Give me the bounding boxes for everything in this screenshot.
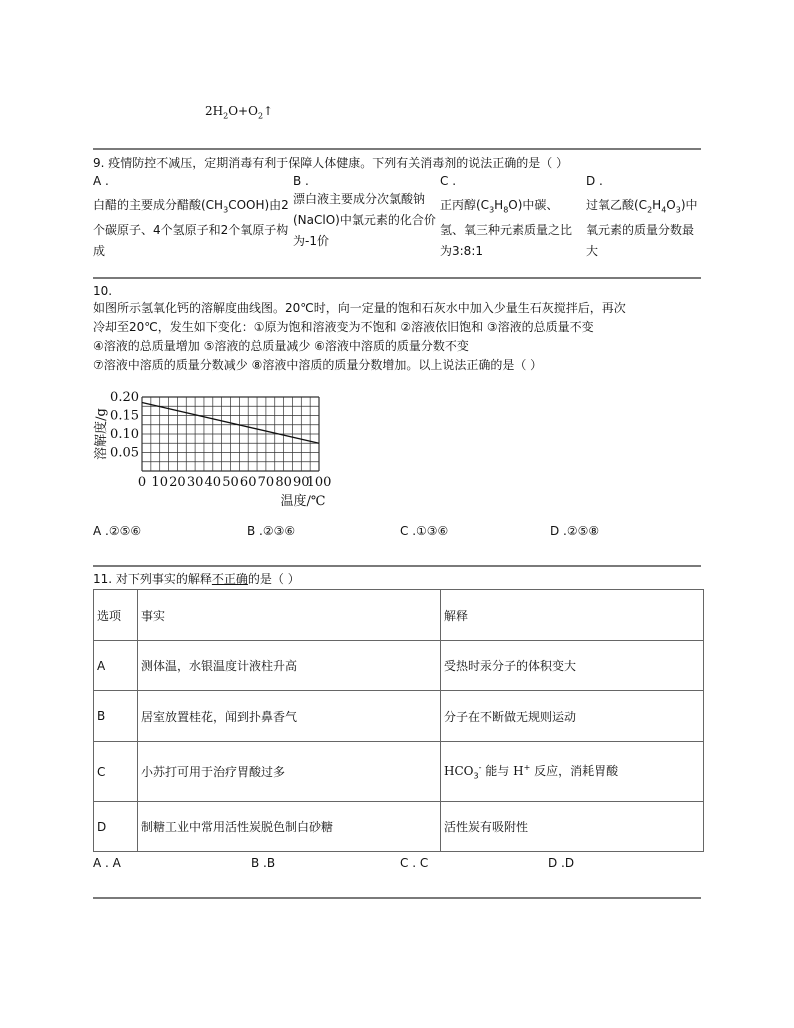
x-tick-label: 100: [306, 475, 332, 490]
q10-number: 10.: [93, 284, 113, 298]
x-tick-label: 90: [293, 475, 310, 490]
table-row: [94, 742, 704, 802]
separator-4: [93, 897, 701, 899]
row-d-option: D: [94, 802, 138, 852]
table-row: [94, 802, 704, 852]
y-tick-label: 0.15: [110, 408, 139, 424]
q10-option-a[interactable]: A .②⑤⑥: [93, 524, 142, 538]
q11-stem: 11. 对下列事实的解释不正确的是（ ）: [93, 572, 300, 586]
q10-option-d[interactable]: D .②⑤⑧: [550, 524, 600, 538]
x-tick-label: 10: [151, 475, 168, 490]
x-tick-label: 30: [186, 475, 204, 490]
row-a-explain: 受热时汞分子的体积变大: [441, 641, 704, 691]
table-header-explain: 解释: [441, 590, 704, 641]
q9-option-c-text: 正丙醇$(C_3H_8O)$中碳、氢、氧三种元素质量之比为3:8:1: [440, 198, 573, 259]
q9-option-a-label[interactable]: A .: [93, 174, 109, 188]
x-tick-label: 80: [275, 475, 292, 490]
y-tick-label: 0.20: [110, 390, 139, 405]
table-row: [94, 691, 704, 742]
row-c-fact: 小苏打可用于治疗胃酸过多: [138, 742, 441, 802]
q10-stem-line-3: ④溶液的总质量增加 ⑤溶液的总质量减少 ⑥溶液中溶质的质量分数不变: [93, 339, 469, 353]
row-c-option: C: [94, 742, 138, 802]
q9-option-c-label[interactable]: C .: [440, 174, 457, 188]
table-header-fact: 事实: [138, 590, 441, 641]
q9-option-a-text: 白醋的主要成分醋酸$(CH_3COOH)$由2个碳原子、4个氢原子和2个氧原子构成: [93, 198, 289, 259]
q9-option-d-text: 过氧乙酸$(C_2H_4O_3)$中氧元素的质量分数最大: [586, 198, 698, 259]
x-axis-label: 温度/℃: [280, 494, 326, 509]
row-c-explain: $HCO_3^-$ 能与 H+ 反应，消耗胃酸: [441, 742, 704, 802]
x-tick-label: 50: [222, 475, 239, 490]
y-axis-label: 溶解度/g: [94, 408, 109, 460]
q11-option-a[interactable]: A . A: [93, 856, 121, 870]
row-d-fact: 制糖工业中常用活性炭脱色制白砂糖: [138, 802, 441, 852]
q10-option-b[interactable]: B .②③⑥: [247, 524, 296, 538]
x-tick-label: 20: [169, 475, 186, 490]
q11-option-d[interactable]: D .D: [548, 856, 575, 870]
separator-3: [93, 565, 701, 567]
q11-option-b[interactable]: B .B: [251, 856, 276, 870]
q10-stem-line-2: 冷却至20℃，发生如下变化：①原为饱和溶液变为不饱和 ②溶液依旧饱和 ③溶液的总质量不变: [93, 320, 594, 334]
x-tick-label: 70: [257, 475, 275, 490]
row-b-option: B: [94, 691, 138, 742]
q9-option-b-label[interactable]: B .: [293, 174, 309, 188]
x-tick-label: 40: [204, 475, 222, 490]
row-d-explain: 活性炭有吸附性: [441, 802, 704, 852]
q11-emphasis: 不正确: [211, 572, 248, 586]
q9-option-b-text: 漂白液主要成分次氯酸钠(NaClO)中氯元素的化合价为-1价: [293, 192, 436, 248]
separator-2: [93, 277, 701, 279]
q10-stem-line-4: ⑦溶液中溶质的质量分数减少 ⑧溶液中溶质的质量分数增加。以上说法正确的是（ ）: [93, 358, 543, 372]
y-tick-label: 0.05: [110, 445, 139, 461]
row-a-fact: 测体温，水银温度计液柱升高: [138, 641, 441, 691]
solubility-chart: [90, 383, 350, 513]
y-tick-label: 0.10: [110, 427, 139, 442]
q10-option-c[interactable]: C .①③⑥: [400, 524, 449, 538]
row-b-fact: 居室放置桂花，闻到扑鼻香气: [138, 691, 441, 742]
q8-formula: $2H_2O+O_2↑$: [205, 104, 274, 121]
q11-table: [93, 589, 704, 852]
table-header-option: 选项: [94, 590, 138, 641]
row-b-explain: 分子在不断做无规则运动: [441, 691, 704, 742]
q9-option-d-label[interactable]: D .: [586, 174, 603, 188]
x-tick-label: 60: [239, 475, 257, 490]
table-row: [94, 641, 704, 691]
q9-stem: 9. 疫情防控不减压，定期消毒有利于保障人体健康。下列有关消毒剂的说法正确的是（ ）: [93, 156, 569, 170]
separator-1: [93, 148, 701, 150]
q11-option-c[interactable]: C . C: [400, 856, 429, 870]
x-tick-label: 0: [137, 475, 147, 490]
row-a-option: A: [94, 641, 138, 691]
q10-stem-line-1: 如图所示氢氧化钙的溶解度曲线图。20℃时，向一定量的饱和石灰水中加入少量生石灰搅拌后，再次: [93, 301, 626, 315]
